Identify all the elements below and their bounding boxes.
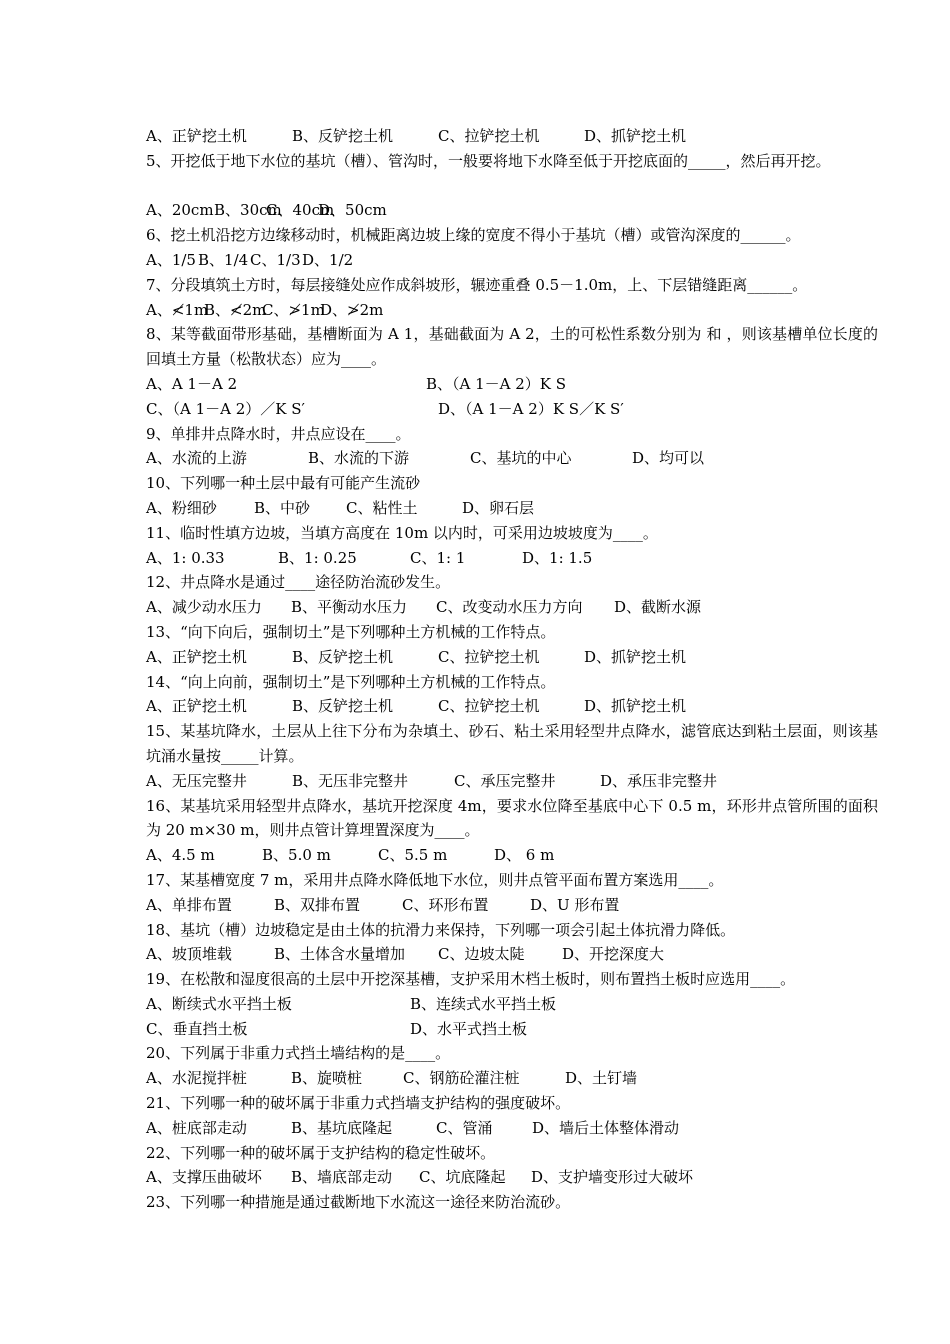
option-a: A、坡顶堆载 — [146, 945, 232, 964]
option-c: C、基坑的中心 — [470, 449, 572, 468]
option-a: A、4.5 m — [146, 846, 215, 865]
option-row — [146, 992, 878, 1017]
option-b: B、连续式水平挡土板 — [410, 994, 557, 1013]
option-d: D、50cm — [318, 201, 387, 220]
option-a: A、无压完整井 — [146, 771, 247, 790]
option-c: C、1/3 — [250, 250, 301, 269]
option-c: C、坑底隆起 — [419, 1168, 506, 1187]
option-row — [146, 1066, 878, 1091]
option-c: C、承压完整井 — [454, 771, 556, 790]
question-text: 23、下列哪一种措施是通过截断地下水流这一途径来防治流砂。 — [146, 1193, 571, 1212]
option-b: B、墙底部走动 — [291, 1168, 393, 1187]
option-c: C、粘性土 — [346, 498, 418, 517]
option-d: D、土钉墙 — [565, 1069, 638, 1088]
question-text: 14、“向上向前，强制切土”是下列哪种土方机械的工作特点。 — [146, 672, 556, 691]
question-text: 9、单排井点降水时，井点应设在____。 — [146, 424, 411, 443]
question-text: 8、某等截面带形基础，基槽断面为 A 1，基础截面为 A 2，土的可松性系数分别为 和 ，则该基槽单位长度的回填土方量（松散状态）应为____。 — [146, 325, 878, 369]
option-b: D、水平式挡土板 — [410, 1019, 528, 1038]
option-row — [146, 843, 878, 868]
option-row — [146, 198, 878, 223]
option-row — [146, 496, 878, 521]
question-text: 10、下列哪一种土层中最有可能产生流砂 — [146, 474, 421, 493]
option-b: B、基坑底隆起 — [291, 1118, 393, 1137]
option-a: A、≮1m — [146, 300, 209, 319]
option-c: C、钢筋砼灌注桩 — [403, 1069, 520, 1088]
option-c: C、≯1m — [262, 300, 325, 319]
option-d: D、截断水源 — [614, 598, 702, 617]
question-text: 13、“向下向后，强制切土”是下列哪种土方机械的工作特点。 — [146, 622, 556, 641]
question-text: 16、某基坑采用轻型井点降水，基坑开挖深度 4m，要求水位降至基底中心下 0.5 m，环形井点管所围的面积为 20 m×30 m，则井点管计算埋置深度为____。 — [146, 796, 878, 840]
option-c: C、拉铲挖土机 — [438, 697, 540, 716]
question-text: 5、开挖低于地下水位的基坑（槽）、管沟时，一般要将地下水降至低于开挖底面的_____，然后再开挖。 — [146, 151, 831, 170]
option-d: D、抓铲挖土机 — [584, 647, 687, 666]
question-text: 19、在松散和湿度很高的土层中开挖深基槽，支护采用木档土板时，则布置挡土板时应选用____。 — [146, 970, 796, 989]
option-c: C、5.5 m — [378, 846, 448, 865]
option-a: A、20cm — [146, 201, 214, 220]
option-d: D、1: 1.5 — [522, 548, 593, 567]
option-a: C、垂直挡土板 — [146, 1019, 248, 1038]
option-a: A、1: 0.33 — [146, 548, 225, 567]
option-b: B、中砂 — [254, 498, 311, 517]
option-c: C、拉铲挖土机 — [438, 127, 540, 145]
option-a: A、水泥搅拌桩 — [146, 1069, 247, 1088]
option-b: B、（A 1－A 2）K S — [426, 374, 567, 393]
option-b: B、平衡动水压力 — [291, 598, 408, 617]
option-c: C、拉铲挖土机 — [438, 647, 540, 666]
option-b: B、旋喷桩 — [291, 1069, 363, 1088]
option-d: D、墙后土体整体滑动 — [532, 1118, 680, 1137]
option-a: A、单排布置 — [146, 895, 232, 914]
option-d: D、 6 m — [494, 846, 555, 865]
option-d: D、均可以 — [632, 449, 705, 468]
option-c: C、40cm — [266, 201, 335, 220]
question-text: 20、下列属于非重力式挡土墙结构的是____。 — [146, 1044, 451, 1063]
option-c: C、1: 1 — [410, 548, 466, 567]
question-text: 15、某基坑降水，土层从上往下分布为杂填土、砂石、粘土采用轻型井点降水，滤管底达到粘土层面，则该基坑涌水量按_____计算。 — [146, 722, 878, 765]
option-d: D、U 形布置 — [530, 895, 620, 914]
option-d: D、抓铲挖土机 — [584, 127, 687, 145]
option-b: D、（A 1－A 2）K S／K S′ — [438, 399, 624, 418]
option-a: A、1/5 — [146, 250, 196, 269]
option-b: B、反铲挖土机 — [292, 647, 394, 666]
option-row — [146, 595, 878, 620]
option-d: D、1/2 — [302, 250, 354, 269]
option-b: B、5.0 m — [262, 846, 331, 865]
option-row — [146, 446, 878, 471]
question-text: 21、下列哪一种的破坏属于非重力式挡墙支护结构的强度破坏。 — [146, 1094, 571, 1113]
option-b: B、水流的下游 — [308, 449, 410, 468]
option-a: A、桩底部走动 — [146, 1118, 247, 1137]
option-row — [146, 893, 878, 918]
option-row — [146, 298, 878, 323]
option-b: B、30cm — [214, 201, 282, 220]
option-row — [146, 769, 878, 794]
option-c: C、改变动水压力方向 — [436, 598, 583, 617]
option-c: C、边坡太陡 — [438, 945, 525, 964]
option-row — [146, 942, 878, 967]
option-a: A、断续式水平挡土板 — [146, 994, 292, 1013]
option-d: D、卵石层 — [462, 498, 535, 517]
option-b: B、无压非完整井 — [292, 771, 409, 790]
option-b: B、反铲挖土机 — [292, 697, 394, 716]
option-a: C、（A 1－A 2）／K S′ — [146, 399, 305, 418]
option-d: D、抓铲挖土机 — [584, 697, 687, 716]
option-a: A、正铲挖土机 — [146, 647, 247, 666]
question-text: 17、某基槽宽度 7 m，采用井点降水降低地下水位，则井点管平面布置方案选用____。 — [146, 870, 724, 889]
option-a: A、支撑压曲破坏 — [146, 1168, 262, 1187]
option-d: D、承压非完整井 — [600, 771, 718, 790]
question-text: 22、下列哪一种的破坏属于支护结构的稳定性破坏。 — [146, 1143, 496, 1162]
option-row — [146, 1116, 878, 1141]
option-a: A、粉细砂 — [146, 498, 217, 517]
question-text: 18、基坑（槽）边坡稳定是由土体的抗滑力来保持，下列哪一项会引起土体抗滑力降低。 — [146, 920, 736, 939]
question-text: 7、分段填筑土方时，每层接缝处应作成斜坡形，辗迹重叠 0.5－1.0m，上、下层错缝距离______。 — [146, 275, 808, 294]
option-a: A、A 1－A 2 — [146, 374, 238, 393]
option-c: C、管涌 — [436, 1118, 493, 1137]
option-row — [146, 248, 878, 273]
option-row — [146, 372, 878, 397]
option-d: D、支护墙变形过大破坏 — [531, 1168, 694, 1187]
option-a: A、正铲挖土机 — [146, 697, 247, 716]
option-row — [146, 124, 878, 149]
question-text: 11、临时性填方边坡，当填方高度在 10m 以内时，可采用边坡坡度为____。 — [146, 523, 658, 542]
option-a: A、水流的上游 — [146, 449, 247, 468]
question-list — [146, 124, 878, 1215]
option-row — [146, 694, 878, 719]
option-c: C、环形布置 — [402, 895, 489, 914]
option-b: B、土体含水量增加 — [274, 945, 406, 964]
option-d: D、≯2m — [320, 300, 384, 319]
question-text: 12、井点降水是通过____途径防治流砂发生。 — [146, 573, 451, 592]
question-text: 6、挖土机沿挖方边缘移动时，机械距离边坡上缘的宽度不得小于基坑（槽）或管沟深度的______。 — [146, 226, 801, 245]
option-b: B、≮2m — [204, 300, 267, 319]
option-row — [146, 1165, 878, 1190]
option-a: A、正铲挖土机 — [146, 127, 247, 145]
option-row — [146, 546, 878, 571]
option-row — [146, 645, 878, 670]
option-row — [146, 397, 878, 422]
option-b: B、1: 0.25 — [278, 548, 357, 567]
option-b: B、1/4 — [198, 250, 249, 269]
option-d: D、开挖深度大 — [562, 945, 665, 964]
option-b: B、反铲挖土机 — [292, 127, 394, 145]
option-row — [146, 1017, 878, 1042]
option-a: A、减少动水压力 — [146, 598, 262, 617]
option-b: B、双排布置 — [274, 895, 361, 914]
